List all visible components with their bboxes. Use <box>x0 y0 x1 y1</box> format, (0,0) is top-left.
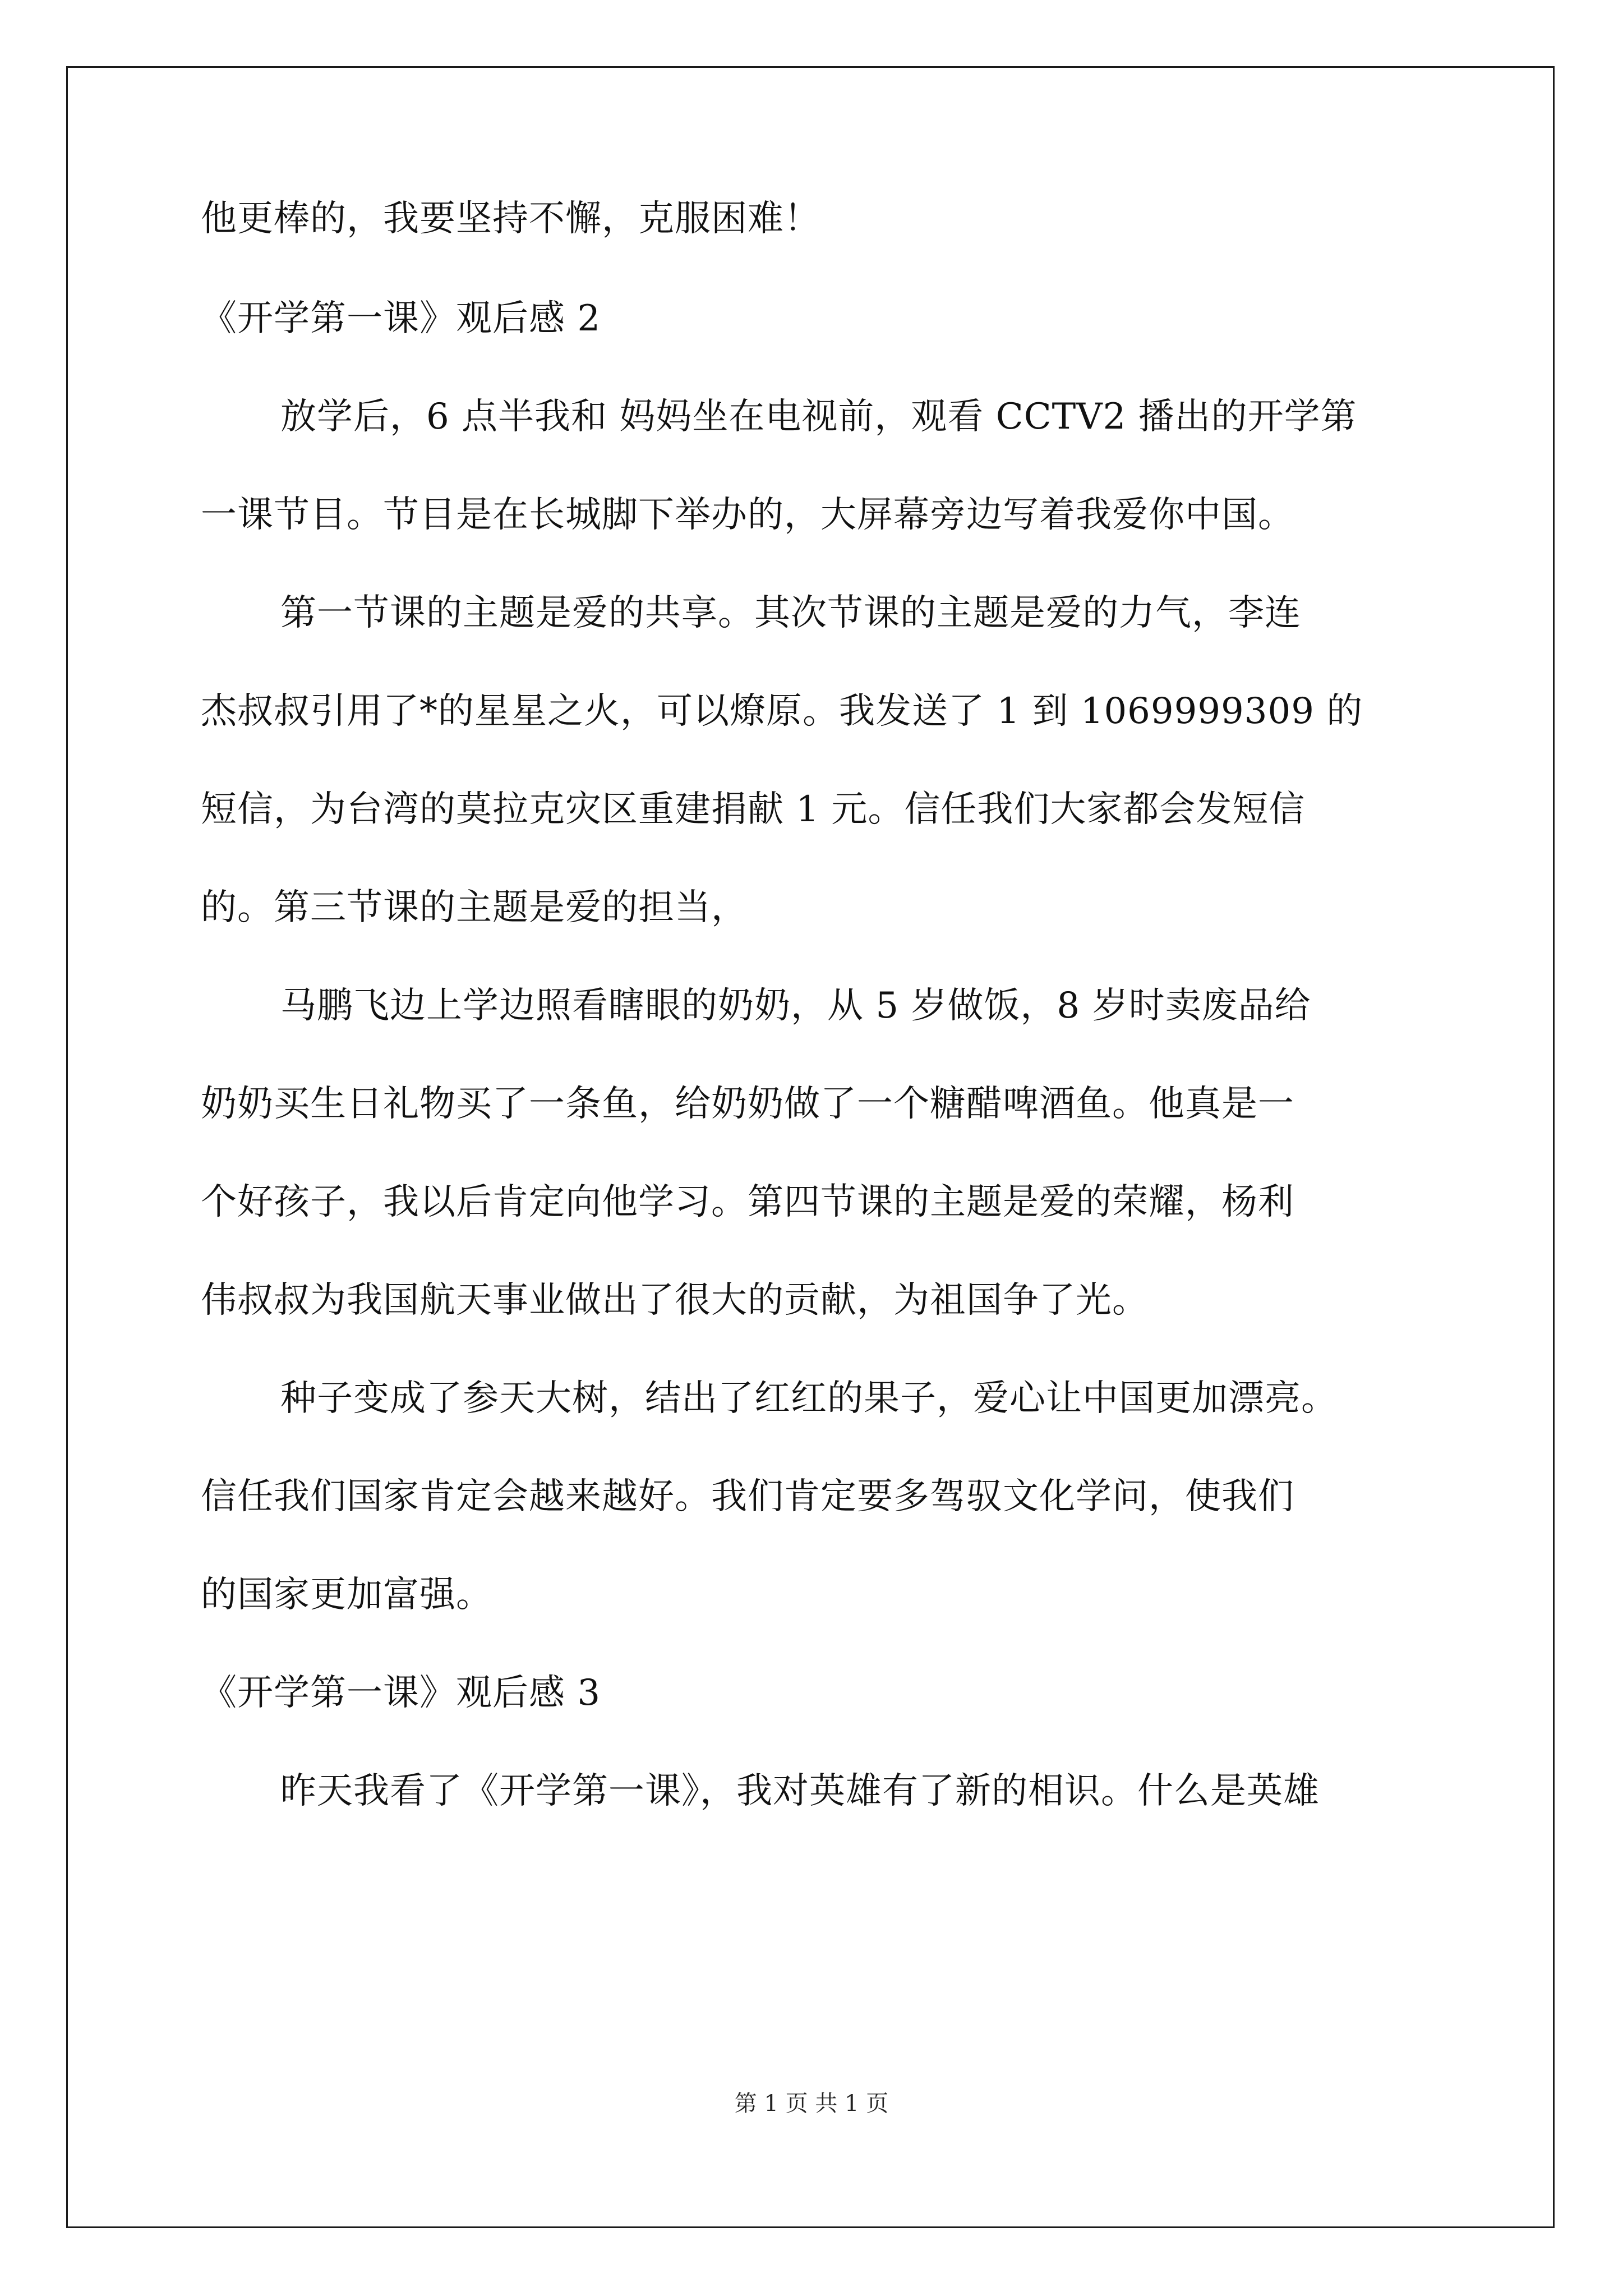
paragraph-line: 种子变成了参天大树，结出了红红的果子，爱心让中国更加漂亮。 <box>280 1378 1338 1419</box>
paragraph-line: 一课节目。节目是在长城脚下举办的，大屏幕旁边写着我爱你中国。 <box>201 494 1294 536</box>
paragraph-line: 的。第三节课的主题是爱的担当， <box>201 887 748 928</box>
paragraph-line: 他更棒的，我要坚持不懈，克服困难！ <box>201 198 820 240</box>
section-heading: 《开学第一课》观后感 2 <box>201 298 601 339</box>
paragraph-line: 马鹏飞边上学边照看瞎眼的奶奶，从 5 岁做饭，8 岁时卖废品给 <box>280 985 1311 1027</box>
section-heading: 《开学第一课》观后感 3 <box>201 1672 601 1714</box>
paragraph-line: 第一节课的主题是爱的共享。其次节课的主题是爱的力气，李连 <box>280 592 1301 634</box>
paragraph-line: 伟叔叔为我国航天事业做出了很大的贡献，为祖国争了光。 <box>201 1280 1149 1321</box>
paragraph-line: 短信，为台湾的莫拉克灾区重建捐献 1 元。信任我们大家都会发短信 <box>201 789 1306 830</box>
page-number-footer: 第 1 页 共 1 页 <box>734 2091 889 2116</box>
paragraph-line: 信任我们国家肯定会越来越好。我们肯定要多驾驭文化学问，使我们 <box>201 1476 1294 1517</box>
paragraph-line: 昨天我看了《开学第一课》，我对英雄有了新的相识。什么是英雄 <box>280 1770 1320 1812</box>
paragraph-line: 奶奶买生日礼物买了一条鱼，给奶奶做了一个糖醋啤酒鱼。他真是一 <box>201 1083 1294 1125</box>
paragraph-line: 放学后，6 点半我和 妈妈坐在电视前，观看 CCTV2 播出的开学第 <box>280 396 1357 438</box>
paragraph-line: 的国家更加富强。 <box>201 1574 492 1616</box>
paragraph-line: 个好孩子，我以后肯定向他学习。第四节课的主题是爱的荣耀，杨利 <box>201 1181 1294 1223</box>
paragraph-line: 杰叔叔引用了*的星星之火，可以燎原。我发送了 1 到 1069999309 的 <box>201 691 1363 732</box>
